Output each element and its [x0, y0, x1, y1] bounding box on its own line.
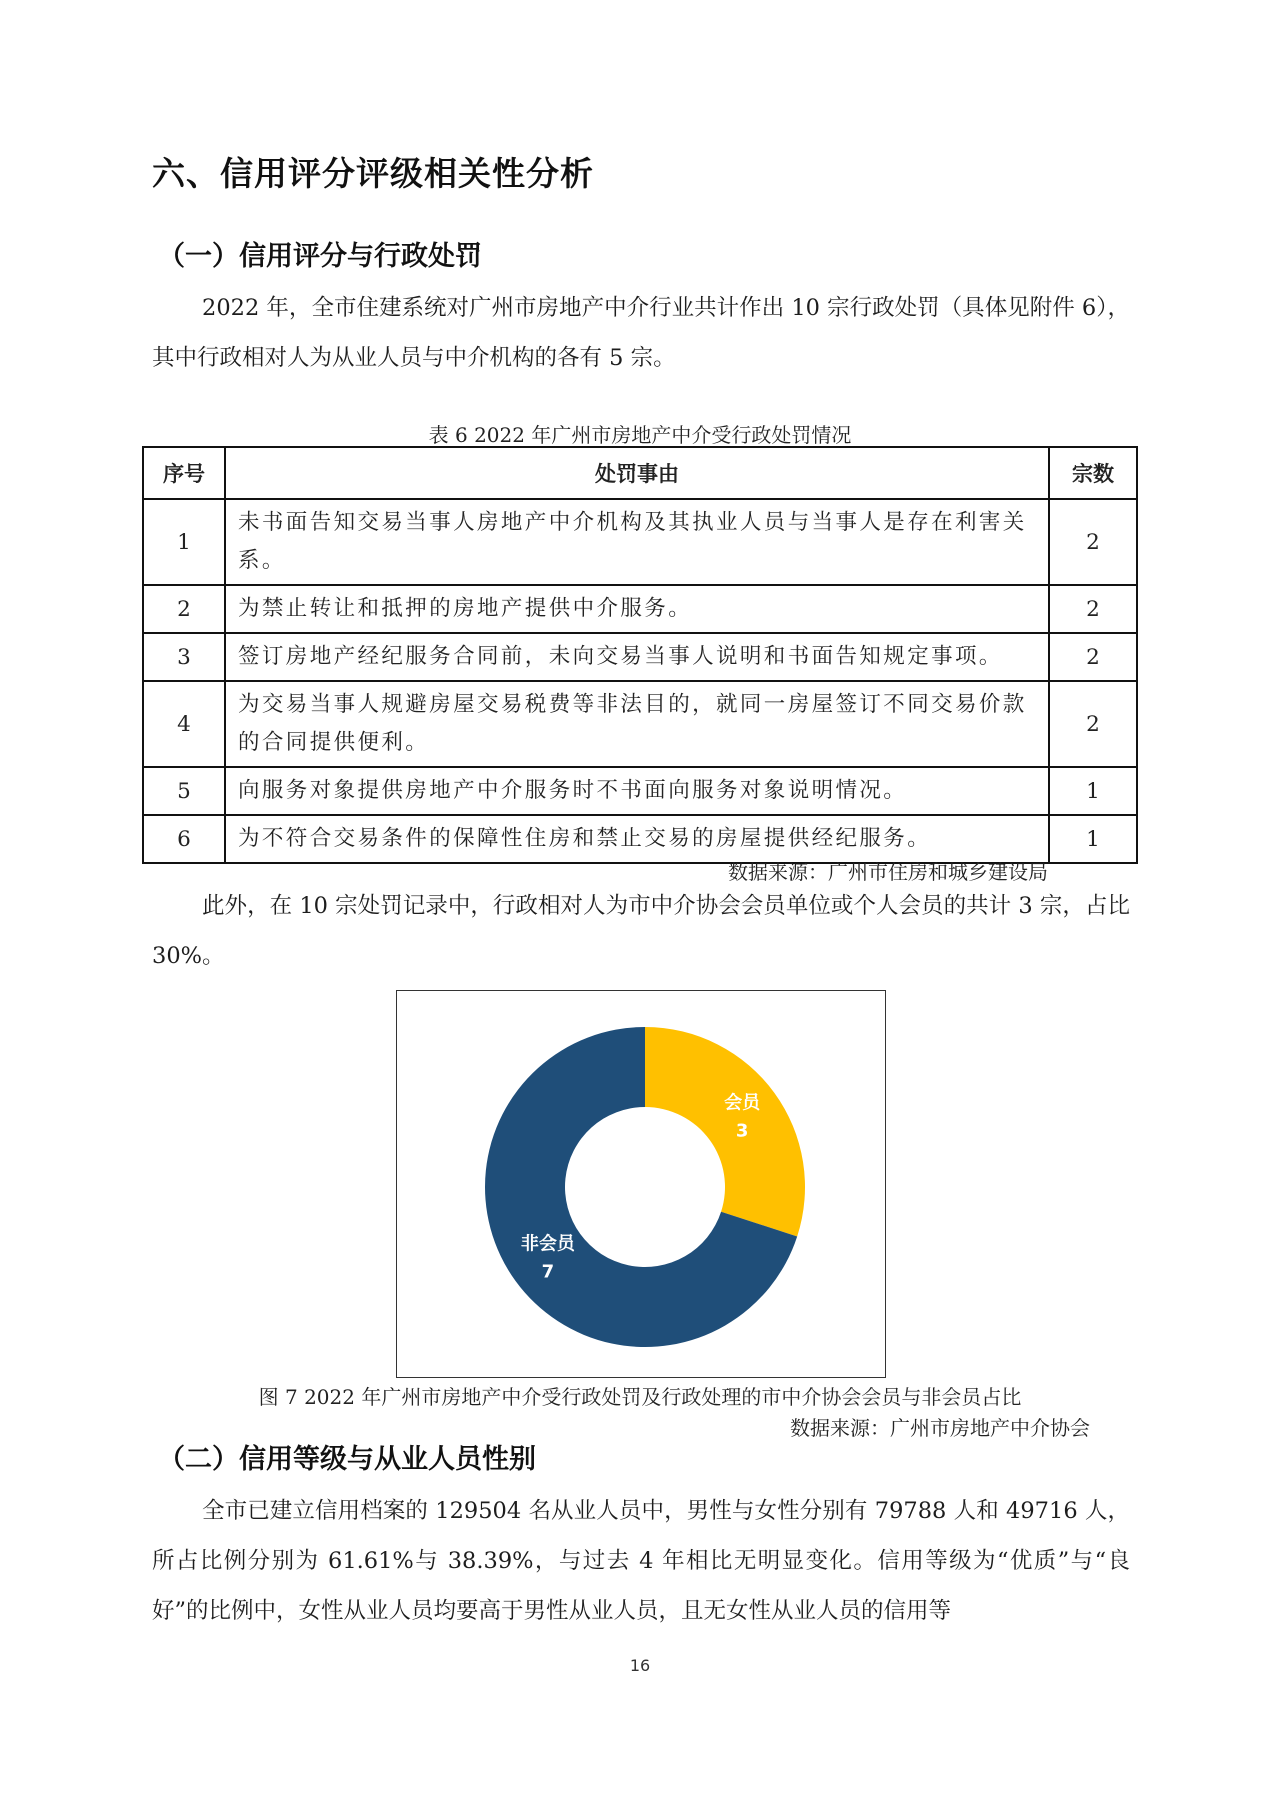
paragraph-2: 此外，在 10 宗处罚记录中，行政相对人为市中介协会会员单位或个人会员的共计 3 宗，占比 30%。 — [152, 893, 1130, 969]
table-caption: 表 6 2022 年广州市房地产中介受行政处罚情况 — [428, 423, 852, 447]
slice-label-value: 3 — [735, 1120, 749, 1142]
row-count: 2 — [1049, 499, 1137, 585]
figure-caption: 图 7 2022 年广州市房地产中介受行政处罚及行政处理的市中介协会会员与非会员占比 — [258, 1385, 1022, 1409]
paragraph-1: 2022 年，全市住建系统对广州市房地产中介行业共计作出 10 宗行政处罚（具体见附件 6），其中行政相对人为从业人员与中介机构的各有 5 宗。 — [152, 295, 1130, 371]
row-reason: 为交易当事人规避房屋交易税费等非法目的，就同一房屋签订不同交易价款的合同提供便利。 — [225, 681, 1049, 767]
row-count: 2 — [1049, 681, 1137, 767]
row-count: 2 — [1049, 585, 1137, 633]
row-no: 2 — [143, 585, 225, 633]
table-row — [143, 585, 1137, 633]
header-no: 序号 — [143, 447, 225, 499]
row-reason: 为不符合交易条件的保障性住房和禁止交易的房屋提供经纪服务。 — [225, 815, 1049, 863]
row-no: 4 — [143, 681, 225, 767]
table-row — [143, 767, 1137, 815]
row-reason: 未书面告知交易当事人房地产中介机构及其执业人员与当事人是存在利害关系。 — [225, 499, 1049, 585]
paragraph-3: 全市已建立信用档案的 129504 名从业人员中，男性与女性分别有 79788 人和 49716 人，所占比例分别为 61.61%与 38.39%，与过去 4 年相比无明显变化。信用等级为“优质”与“良好”的比例中，女性从业人员均要高于男性从业人员，且无女性从业人员的信用等 — [152, 1498, 1130, 1624]
header-reason: 处罚事由 — [225, 447, 1049, 499]
row-reason: 签订房地产经纪服务合同前，未向交易当事人说明和书面告知规定事项。 — [225, 633, 1049, 681]
row-no: 1 — [143, 499, 225, 585]
header-count: 宗数 — [1049, 447, 1137, 499]
row-no: 3 — [143, 633, 225, 681]
table-row — [143, 681, 1137, 767]
subsection-title-2: （二）信用等级与从业人员性别 — [158, 1444, 536, 1475]
row-count: 2 — [1049, 633, 1137, 681]
subsection-title-1: （一）信用评分与行政处罚 — [158, 241, 482, 272]
donut-slice-0 — [645, 1027, 805, 1236]
table-row — [143, 499, 1137, 585]
section-title: 六、信用评分评级相关性分析 — [152, 154, 594, 193]
table-row — [143, 633, 1137, 681]
table-source: 数据来源：广州市住房和城乡建设局 — [728, 860, 1048, 884]
page-number: 16 — [629, 1656, 651, 1675]
slice-label-value: 7 — [541, 1261, 555, 1283]
row-count: 1 — [1049, 815, 1137, 863]
figure-source: 数据来源：广州市房地产中介协会 — [790, 1416, 1090, 1440]
row-count: 1 — [1049, 767, 1137, 815]
row-reason: 向服务对象提供房地产中介服务时不书面向服务对象说明情况。 — [225, 767, 1049, 815]
table-header-row — [143, 447, 1137, 499]
row-no: 6 — [143, 815, 225, 863]
row-no: 5 — [143, 767, 225, 815]
slice-label-category: 会员 — [724, 1092, 761, 1114]
penalty-table — [142, 446, 1138, 864]
donut-chart — [397, 991, 887, 1379]
donut-chart-frame — [396, 990, 886, 1378]
slice-label-category: 非会员 — [520, 1233, 575, 1255]
row-reason: 为禁止转让和抵押的房地产提供中介服务。 — [225, 585, 1049, 633]
